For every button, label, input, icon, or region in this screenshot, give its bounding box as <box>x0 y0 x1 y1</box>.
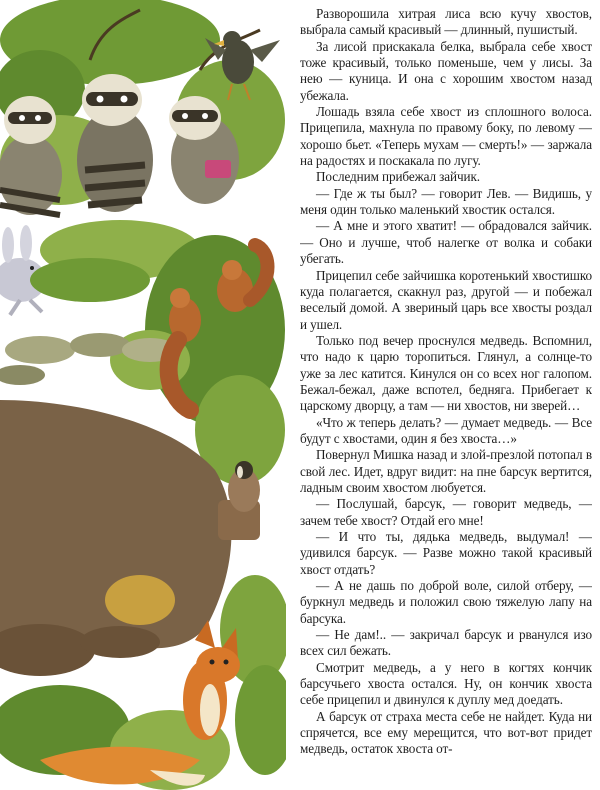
raccoon-center <box>77 74 153 212</box>
paragraph: Смотрит медведь, а у него в когтях кончик барсучьего хвоста остался. Ну, он кончик хвоста себе прицепил и двинулся к дуплу мед доедать. <box>300 659 592 708</box>
paragraph: Лошадь взяла себе хвост из сплошного волоса. Прицепила, махнула по правому боку, по левому — хорошо бьет. «Теперь мухам — смерть!» — заржала на радостях и поскакала по лугу. <box>300 104 592 169</box>
paragraph: Разворошила хитрая лиса всю кучу хвостов, выбрала самый красивый — длинный, пушистый. <box>300 6 592 38</box>
story-text <box>300 6 592 790</box>
paragraph: Только под вечер проснулся медведь. Вспомнил, что надо к царю торопиться. Глянул, а солнце-то уже за лес катится. Кинулся он со всех ног галопом. Бежал-бежал, даже вспотел, бедняга. Прибегает к царскому дворцу, а там — ни хвостов, ни зверей… <box>300 332 592 414</box>
comb-icon <box>205 160 231 178</box>
paragraph: Последним прибежал зайчик. <box>316 169 480 185</box>
illustration-svg <box>0 0 286 790</box>
paragraph: Повернул Мишка назад и злой-презлой потопал в свой лес. Идет, вдруг видит: на пне барсук вертится, ладным своим хвостом любуется. <box>300 447 592 495</box>
raccoon-left <box>0 96 62 215</box>
paragraph: А барсук от страха места себе не найдет. Куда ни спрячется, все ему мерещится, что вот-вот придет медведь, остаток хвоста от- <box>300 708 592 757</box>
paragraph: — А мне и этого хватит! — обрадовался зайчик. — Оно и лучше, чтоб налегке от волка и собаки убегать. <box>300 218 592 267</box>
paragraph: — Послушай, барсук, — говорит медведь, — зачем тебе хвост? Отдай его мне! <box>300 496 592 528</box>
paragraph: — Не дам!.. — закричал барсук и рванулся изо всех сил бежать. <box>300 627 592 659</box>
paragraph: — И что ты, дядька медведь, выдумал! — удивился барсук. — Разве можно такой красивый хвост отдать? <box>300 529 592 577</box>
paragraph: За лисой прискакала белка, выбрала себе хвост тоже красивый, только поменьше, чем у лисы. За нею — куница. И она с хорошим хвостом назад убежала. <box>300 38 592 103</box>
paragraph: Прицепил себе зайчишка коротенький хвостишко куда полагается, скакнул раз, другой — и побежал веселый домой. А звериный царь все хвосты роздал и ушел. <box>300 267 592 332</box>
paragraph: — Где ж ты был? — говорит Лев. — Видишь, у меня один только маленький хвостик остался. <box>300 185 592 218</box>
story-illustration <box>0 0 286 790</box>
paragraph: — А не дашь по доброй воле, силой отберу, — буркнул медведь и положил свою тяжелую лапу на барсука. <box>300 578 592 626</box>
paragraph: «Что ж теперь делать? — думает медведь. — Все будут с хвостами, один я без хвоста…» <box>300 414 592 446</box>
